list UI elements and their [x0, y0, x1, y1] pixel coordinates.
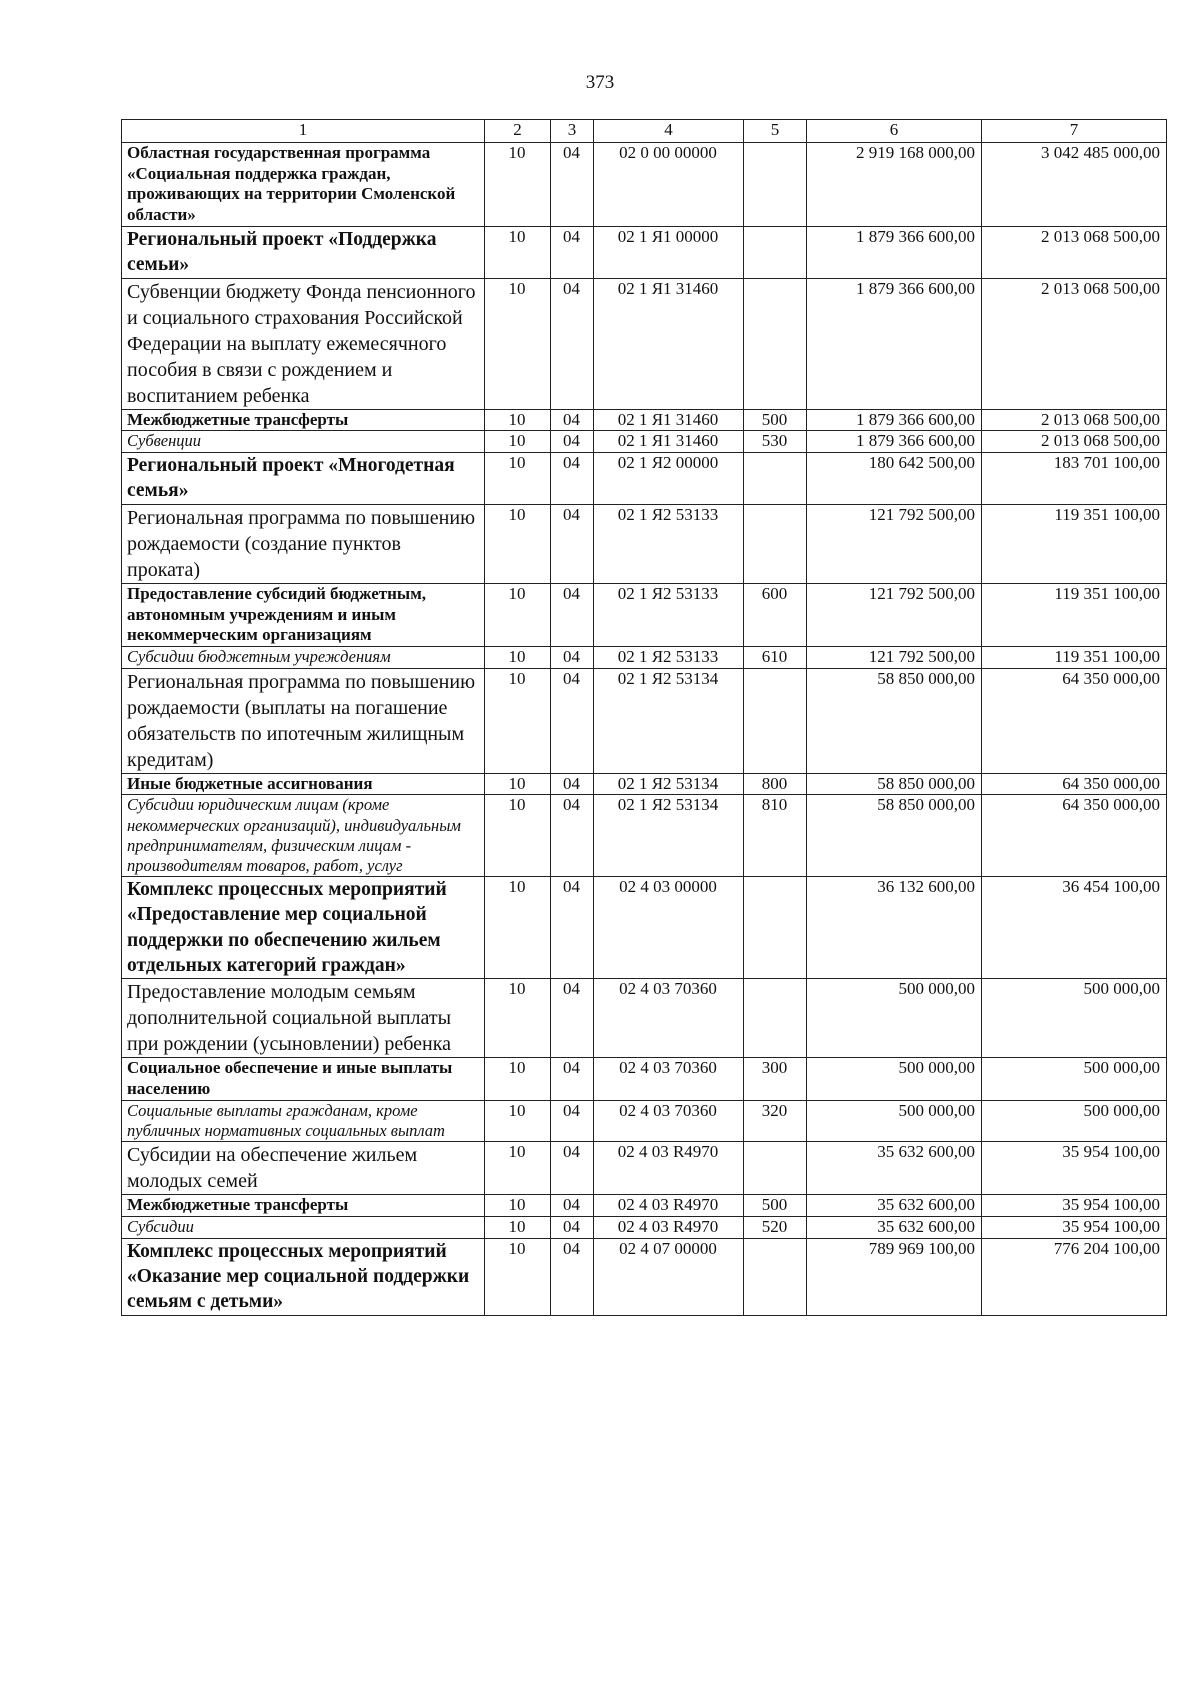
section-code: 10	[485, 1195, 551, 1217]
table-row	[122, 1238, 1167, 1315]
section-code: 10	[485, 979, 551, 1058]
section-code: 10	[485, 278, 551, 409]
row-name: Региональная программа по повышению рождаемости (создание пунктов проката)	[122, 504, 485, 583]
expense-type-code: 530	[744, 431, 807, 453]
section-code: 10	[485, 226, 551, 278]
amount-year-2: 2 013 068 500,00	[982, 409, 1167, 431]
expense-type-code	[744, 278, 807, 409]
amount-year-2: 500 000,00	[982, 1100, 1167, 1141]
row-name: Региональный проект «Многодетная семья»	[122, 453, 485, 505]
expense-type-code	[744, 876, 807, 978]
amount-year-2: 64 350 000,00	[982, 795, 1167, 877]
amount-year-2: 119 351 100,00	[982, 646, 1167, 668]
row-name: Субвенции бюджету Фонда пенсионного и социального страхования Российской Федерации на выплату ежемесячного пособия в связи с рождением и воспитанием ребенка	[122, 278, 485, 409]
subsection-code: 04	[551, 1195, 594, 1217]
amount-year-2: 35 954 100,00	[982, 1216, 1167, 1238]
section-code: 10	[485, 1216, 551, 1238]
column-header: 2	[485, 120, 551, 143]
target-article-code: 02 0 00 00000	[594, 143, 744, 227]
amount-year-1: 500 000,00	[807, 1058, 982, 1100]
target-article-code: 02 1 Я2 53133	[594, 504, 744, 583]
expense-type-code: 610	[744, 646, 807, 668]
table-row	[122, 773, 1167, 795]
expense-type-code: 320	[744, 1100, 807, 1141]
table-row	[122, 795, 1167, 877]
amount-year-2: 119 351 100,00	[982, 504, 1167, 583]
amount-year-2: 500 000,00	[982, 1058, 1167, 1100]
amount-year-1: 500 000,00	[807, 1100, 982, 1141]
subsection-code: 04	[551, 583, 594, 646]
amount-year-2: 35 954 100,00	[982, 1142, 1167, 1195]
target-article-code: 02 4 03 70360	[594, 1058, 744, 1100]
row-name: Межбюджетные трансферты	[122, 1195, 485, 1217]
row-name: Региональная программа по повышению рождаемости (выплаты на погашение обязательств по ипотечным жилищным кредитам)	[122, 668, 485, 773]
subsection-code: 04	[551, 409, 594, 431]
target-article-code: 02 1 Я1 31460	[594, 278, 744, 409]
amount-year-1: 1 879 366 600,00	[807, 226, 982, 278]
column-header: 6	[807, 120, 982, 143]
row-name: Межбюджетные трансферты	[122, 409, 485, 431]
expense-type-code	[744, 504, 807, 583]
target-article-code: 02 1 Я2 00000	[594, 453, 744, 505]
subsection-code: 04	[551, 504, 594, 583]
budget-table	[121, 119, 1167, 1316]
expense-type-code: 300	[744, 1058, 807, 1100]
row-name: Субвенции	[122, 431, 485, 453]
row-name: Региональный проект «Поддержка семьи»	[122, 226, 485, 278]
row-name: Субсидии на обеспечение жильем молодых семей	[122, 1142, 485, 1195]
section-code: 10	[485, 1100, 551, 1141]
column-header: 4	[594, 120, 744, 143]
amount-year-1: 789 969 100,00	[807, 1238, 982, 1315]
row-name: Комплекс процессных мероприятий «Оказание мер социальной поддержки семьям с детьми»	[122, 1238, 485, 1315]
subsection-code: 04	[551, 453, 594, 505]
table-row	[122, 409, 1167, 431]
expense-type-code	[744, 668, 807, 773]
amount-year-1: 1 879 366 600,00	[807, 431, 982, 453]
row-name: Субсидии бюджетным учреждениям	[122, 646, 485, 668]
amount-year-1: 500 000,00	[807, 979, 982, 1058]
row-name: Областная государственная программа «Социальная поддержка граждан, проживающих на территории Смоленской области»	[122, 143, 485, 227]
target-article-code: 02 1 Я2 53133	[594, 583, 744, 646]
subsection-code: 04	[551, 795, 594, 877]
amount-year-1: 35 632 600,00	[807, 1216, 982, 1238]
row-name: Предоставление субсидий бюджетным, автономным учреждениям и иным некоммерческим организациям	[122, 583, 485, 646]
subsection-code: 04	[551, 226, 594, 278]
amount-year-1: 58 850 000,00	[807, 773, 982, 795]
subsection-code: 04	[551, 979, 594, 1058]
subsection-code: 04	[551, 773, 594, 795]
expense-type-code	[744, 1142, 807, 1195]
expense-type-code: 500	[744, 1195, 807, 1217]
subsection-code: 04	[551, 1058, 594, 1100]
table-row	[122, 226, 1167, 278]
amount-year-1: 36 132 600,00	[807, 876, 982, 978]
amount-year-1: 1 879 366 600,00	[807, 278, 982, 409]
section-code: 10	[485, 409, 551, 431]
page-number: 373	[585, 72, 615, 93]
expense-type-code	[744, 226, 807, 278]
table-row	[122, 453, 1167, 505]
section-code: 10	[485, 876, 551, 978]
amount-year-2: 36 454 100,00	[982, 876, 1167, 978]
subsection-code: 04	[551, 668, 594, 773]
section-code: 10	[485, 668, 551, 773]
amount-year-2: 3 042 485 000,00	[982, 143, 1167, 227]
row-name: Комплекс процессных мероприятий «Предоставление мер социальной поддержки по обеспечению жильем отдельных категорий граждан»	[122, 876, 485, 978]
target-article-code: 02 1 Я1 31460	[594, 409, 744, 431]
table-row	[122, 1142, 1167, 1195]
amount-year-1: 121 792 500,00	[807, 646, 982, 668]
expense-type-code	[744, 1238, 807, 1315]
section-code: 10	[485, 1142, 551, 1195]
amount-year-2: 183 701 100,00	[982, 453, 1167, 505]
target-article-code: 02 4 07 00000	[594, 1238, 744, 1315]
subsection-code: 04	[551, 431, 594, 453]
subsection-code: 04	[551, 1100, 594, 1141]
target-article-code: 02 4 03 R4970	[594, 1195, 744, 1217]
subsection-code: 04	[551, 1216, 594, 1238]
table-row	[122, 1195, 1167, 1217]
table-row	[122, 1100, 1167, 1141]
expense-type-code	[744, 979, 807, 1058]
section-code: 10	[485, 453, 551, 505]
section-code: 10	[485, 583, 551, 646]
section-code: 10	[485, 773, 551, 795]
target-article-code: 02 4 03 R4970	[594, 1142, 744, 1195]
column-header: 5	[744, 120, 807, 143]
amount-year-1: 121 792 500,00	[807, 504, 982, 583]
amount-year-2: 500 000,00	[982, 979, 1167, 1058]
expense-type-code: 800	[744, 773, 807, 795]
table-header-row	[122, 120, 1167, 143]
column-header: 1	[122, 120, 485, 143]
section-code: 10	[485, 1058, 551, 1100]
table-row	[122, 876, 1167, 978]
row-name: Социальные выплаты гражданам, кроме публичных нормативных социальных выплат	[122, 1100, 485, 1141]
section-code: 10	[485, 795, 551, 877]
section-code: 10	[485, 646, 551, 668]
row-name: Субсидии	[122, 1216, 485, 1238]
table-row	[122, 143, 1167, 227]
target-article-code: 02 1 Я2 53134	[594, 668, 744, 773]
expense-type-code	[744, 143, 807, 227]
subsection-code: 04	[551, 1142, 594, 1195]
amount-year-1: 180 642 500,00	[807, 453, 982, 505]
row-name: Предоставление молодым семьям дополнительной социальной выплаты при рождении (усыновлении) ребенка	[122, 979, 485, 1058]
table-row	[122, 1216, 1167, 1238]
table-row	[122, 668, 1167, 773]
expense-type-code	[744, 453, 807, 505]
table-row	[122, 583, 1167, 646]
subsection-code: 04	[551, 143, 594, 227]
amount-year-2: 119 351 100,00	[982, 583, 1167, 646]
column-header: 7	[982, 120, 1167, 143]
amount-year-1: 1 879 366 600,00	[807, 409, 982, 431]
table-row	[122, 431, 1167, 453]
target-article-code: 02 4 03 70360	[594, 1100, 744, 1141]
subsection-code: 04	[551, 1238, 594, 1315]
expense-type-code: 500	[744, 409, 807, 431]
amount-year-2: 35 954 100,00	[982, 1195, 1167, 1217]
expense-type-code: 600	[744, 583, 807, 646]
subsection-code: 04	[551, 876, 594, 978]
target-article-code: 02 1 Я1 31460	[594, 431, 744, 453]
target-article-code: 02 1 Я2 53133	[594, 646, 744, 668]
amount-year-1: 2 919 168 000,00	[807, 143, 982, 227]
section-code: 10	[485, 1238, 551, 1315]
amount-year-1: 35 632 600,00	[807, 1142, 982, 1195]
table-row	[122, 504, 1167, 583]
table-row	[122, 646, 1167, 668]
target-article-code: 02 1 Я2 53134	[594, 773, 744, 795]
amount-year-2: 64 350 000,00	[982, 668, 1167, 773]
target-article-code: 02 1 Я2 53134	[594, 795, 744, 877]
amount-year-1: 58 850 000,00	[807, 795, 982, 877]
amount-year-2: 776 204 100,00	[982, 1238, 1167, 1315]
section-code: 10	[485, 143, 551, 227]
expense-type-code: 520	[744, 1216, 807, 1238]
table-row	[122, 1058, 1167, 1100]
row-name: Социальное обеспечение и иные выплаты населению	[122, 1058, 485, 1100]
target-article-code: 02 4 03 R4970	[594, 1216, 744, 1238]
amount-year-1: 121 792 500,00	[807, 583, 982, 646]
column-header: 3	[551, 120, 594, 143]
amount-year-1: 58 850 000,00	[807, 668, 982, 773]
amount-year-2: 2 013 068 500,00	[982, 226, 1167, 278]
section-code: 10	[485, 504, 551, 583]
target-article-code: 02 4 03 70360	[594, 979, 744, 1058]
target-article-code: 02 4 03 00000	[594, 876, 744, 978]
row-name: Субсидии юридическим лицам (кроме некоммерческих организаций), индивидуальным предпринимателям, физическим лицам - производителям товаров, работ, услуг	[122, 795, 485, 877]
table-row	[122, 979, 1167, 1058]
amount-year-2: 2 013 068 500,00	[982, 431, 1167, 453]
target-article-code: 02 1 Я1 00000	[594, 226, 744, 278]
expense-type-code: 810	[744, 795, 807, 877]
subsection-code: 04	[551, 278, 594, 409]
table-row	[122, 278, 1167, 409]
subsection-code: 04	[551, 646, 594, 668]
row-name: Иные бюджетные ассигнования	[122, 773, 485, 795]
section-code: 10	[485, 431, 551, 453]
amount-year-2: 64 350 000,00	[982, 773, 1167, 795]
amount-year-1: 35 632 600,00	[807, 1195, 982, 1217]
amount-year-2: 2 013 068 500,00	[982, 278, 1167, 409]
